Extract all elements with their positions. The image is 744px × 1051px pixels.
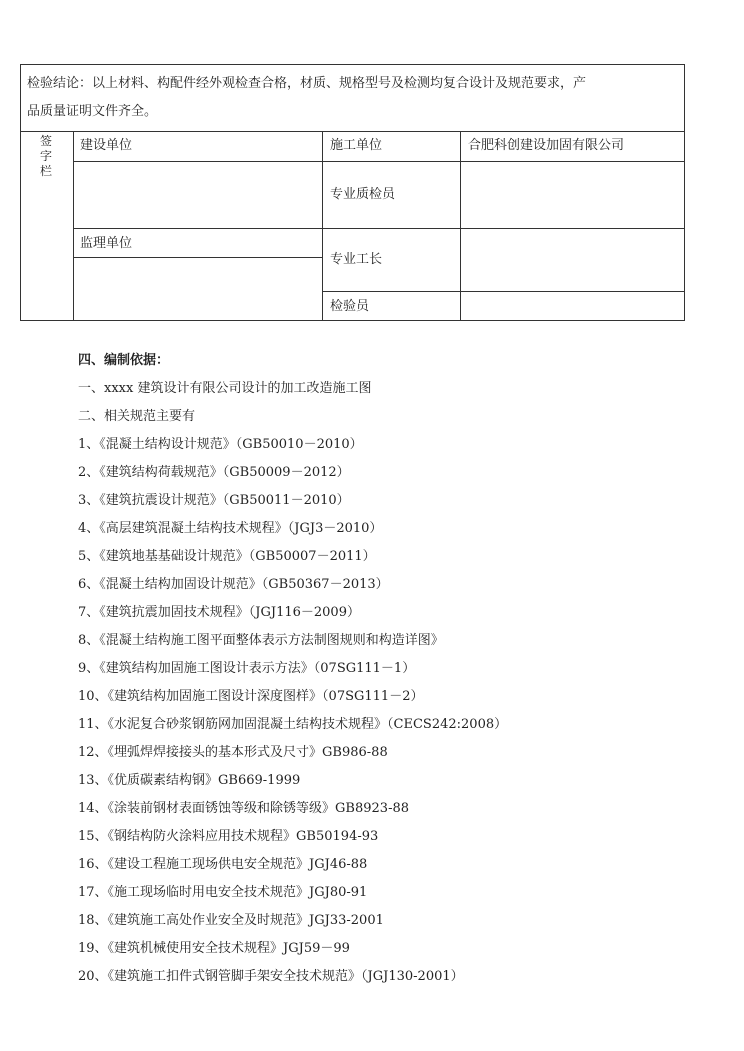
table-border-top	[20, 64, 685, 65]
table-divider	[73, 131, 74, 321]
standard-item: 18、《建筑施工高处作业安全及时规范》JGJ33-2001	[78, 913, 384, 928]
table-divider	[20, 131, 685, 132]
signature-column-label	[40, 134, 54, 179]
side-label-char: 栏	[40, 164, 53, 178]
standard-item: 14、《涂装前钢材表面锈蚀等级和除锈等级》GB8923-88	[78, 801, 409, 816]
standard-item: 7、《建筑抗震加固技术规程》（JGJ116－2009）	[78, 605, 360, 620]
standard-item: 11、《水泥复合砂浆钢筋网加固混凝土结构技术规程》（CECS242:2008）	[78, 717, 508, 732]
standard-item: 5、《建筑地基基础设计规范》（GB50007－2011）	[78, 549, 376, 564]
table-border-bottom	[20, 320, 685, 321]
standard-item: 8、《混凝土结构施工图平面整体表示方法制图规则和构造详图》	[78, 633, 444, 648]
standard-item: 1、《混凝土结构设计规范》（GB50010－2010）	[78, 437, 363, 452]
standard-item: 19、《建筑机械使用安全技术规程》JGJ59－99	[78, 941, 350, 956]
standard-item: 6、《混凝土结构加固设计规范》（GB50367－2013）	[78, 577, 389, 592]
quality-inspector-label: 专业质检员	[330, 187, 396, 202]
supervisor-unit-label: 监理单位	[80, 236, 133, 251]
standard-item: 15、《钢结构防火涂料应用技术规程》GB50194-93	[78, 829, 379, 844]
table-divider	[322, 291, 685, 292]
inspector-label: 检验员	[330, 299, 370, 314]
basis-item: 二、相关规范主要有	[78, 409, 196, 424]
table-border-right	[684, 64, 685, 321]
contractor-unit-label: 施工单位	[330, 138, 383, 153]
table-divider	[460, 131, 461, 321]
foreman-label: 专业工长	[330, 252, 383, 267]
table-divider	[73, 161, 685, 162]
standard-item: 16、《建设工程施工现场供电安全规范》JGJ46-88	[78, 857, 368, 872]
standard-item: 13、《优质碳素结构钢》GB669-1999	[78, 773, 301, 788]
standard-item: 3、《建筑抗震设计规范》（GB50011－2010）	[78, 493, 350, 508]
conclusion-line-2: 品质量证明文件齐全。	[27, 104, 158, 119]
section-heading: 四、编制依据：	[78, 353, 170, 368]
standard-item: 10、《建筑结构加固施工图设计深度图样》（07SG111－2）	[78, 689, 424, 704]
basis-item: 一、xxxx 建筑设计有限公司设计的加工改造施工图	[78, 381, 372, 396]
side-label-char: 签	[40, 134, 53, 148]
standard-item: 17、《施工现场临时用电安全技术规范》JGJ80-91	[78, 885, 368, 900]
standard-item: 4、《高层建筑混凝土结构技术规程》（JGJ3－2010）	[78, 521, 383, 536]
table-divider	[322, 131, 323, 321]
owner-unit-label: 建设单位	[80, 138, 133, 153]
contractor-unit-value: 合肥科创建设加固有限公司	[468, 138, 625, 153]
side-label-char: 字	[40, 149, 53, 163]
standard-item: 2、《建筑结构荷载规范》（GB50009－2012）	[78, 465, 350, 480]
table-divider	[73, 257, 322, 258]
standard-item: 20、《建筑施工扣件式钢管脚手架安全技术规范》（JGJ130-2001）	[78, 969, 464, 984]
table-border-left	[20, 64, 21, 321]
standard-item: 12、《埋弧焊焊接接头的基本形式及尺寸》GB986-88	[78, 745, 388, 760]
conclusion-line-1: 检验结论：以上材料、构配件经外观检查合格，材质、规格型号及检测均复合设计及规范要求，产	[27, 76, 587, 91]
table-divider	[73, 228, 685, 229]
standard-item: 9、《建筑结构加固施工图设计表示方法》（07SG111－1）	[78, 661, 416, 676]
